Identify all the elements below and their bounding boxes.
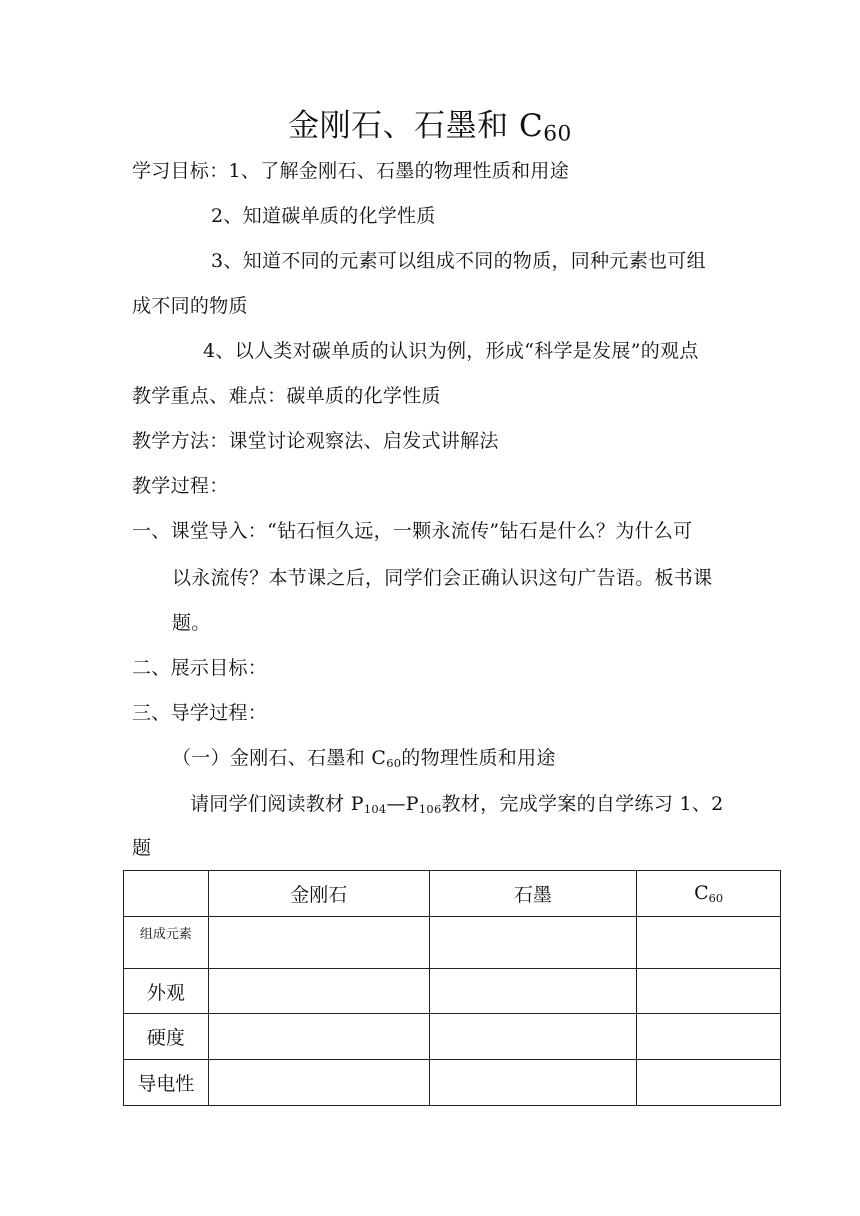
table-input-cell[interactable] xyxy=(429,1014,637,1060)
table-input-cell[interactable] xyxy=(637,917,781,969)
table-input-cell[interactable] xyxy=(429,969,637,1014)
section-2-heading: 二、展示目标： xyxy=(132,657,268,679)
table-input-cell[interactable] xyxy=(429,917,637,969)
objective-line-3a: 3、知道不同的元素可以组成不同的物质，同种元素也可组 xyxy=(211,250,706,272)
page-title xyxy=(0,104,860,156)
objective-line-3b: 成不同的物质 xyxy=(132,295,248,317)
objective-line-1: 学习目标：1、了解金刚石、石墨的物理性质和用途 xyxy=(132,160,569,182)
table-row xyxy=(124,1014,781,1060)
table-header-cell: $C_{60}$ xyxy=(637,871,781,917)
table-input-cell[interactable] xyxy=(637,1060,781,1106)
subsection-1-heading: （一）金刚石、石墨和 $C_{60}$的物理性质和用途 xyxy=(172,747,556,770)
table-header-cell: 金刚石 xyxy=(208,871,429,917)
table-header-cell: 石墨 xyxy=(429,871,637,917)
section-1-line-2: 以永流传？本节课之后，同学们会正确认识这句广告语。板书课 xyxy=(172,567,713,589)
title-subscript: 60 xyxy=(543,121,572,147)
reading-instruction-cont: 题 xyxy=(132,837,152,859)
table-row xyxy=(124,1060,781,1106)
row-label-cell: 硬度 xyxy=(124,1014,209,1060)
table-header-row xyxy=(124,871,781,917)
table-row xyxy=(124,969,781,1014)
table-input-cell[interactable] xyxy=(637,969,781,1014)
properties-table xyxy=(123,870,781,1106)
row-label-cell: 组成元素 xyxy=(124,917,209,969)
section-3-heading: 三、导学过程： xyxy=(132,702,268,724)
table-input-cell[interactable] xyxy=(429,1060,637,1106)
key-points: 教学重点、难点：碳单质的化学性质 xyxy=(132,385,441,407)
title-text: 金刚石、石墨和 C xyxy=(288,108,544,144)
table-input-cell[interactable] xyxy=(208,1060,429,1106)
table-input-cell[interactable] xyxy=(637,1014,781,1060)
table-input-cell[interactable] xyxy=(208,969,429,1014)
teaching-methods: 教学方法：课堂讨论观察法、启发式讲解法 xyxy=(132,430,499,452)
table-row xyxy=(124,917,781,969)
row-label-cell: 外观 xyxy=(124,969,209,1014)
objective-line-4: 4、以人类对碳单质的认识为例，形成“科学是发展”的观点 xyxy=(203,340,699,362)
section-1-line-3: 题。 xyxy=(172,612,211,634)
section-1-line-1: 一、课堂导入：“钻石恒久远，一颗永流传”钻石是什么？为什么可 xyxy=(132,520,693,542)
reading-instruction: 请同学们阅读教材 $P_{104}—P_{106}$教材，完成学案的自学练习 1、2 xyxy=(190,793,724,816)
objective-line-2: 2、知道碳单质的化学性质 xyxy=(211,205,436,227)
table-input-cell[interactable] xyxy=(208,917,429,969)
row-label-cell: 导电性 xyxy=(124,1060,209,1106)
table-input-cell[interactable] xyxy=(208,1014,429,1060)
process-heading: 教学过程： xyxy=(132,475,229,497)
table-header-cell xyxy=(124,871,209,917)
